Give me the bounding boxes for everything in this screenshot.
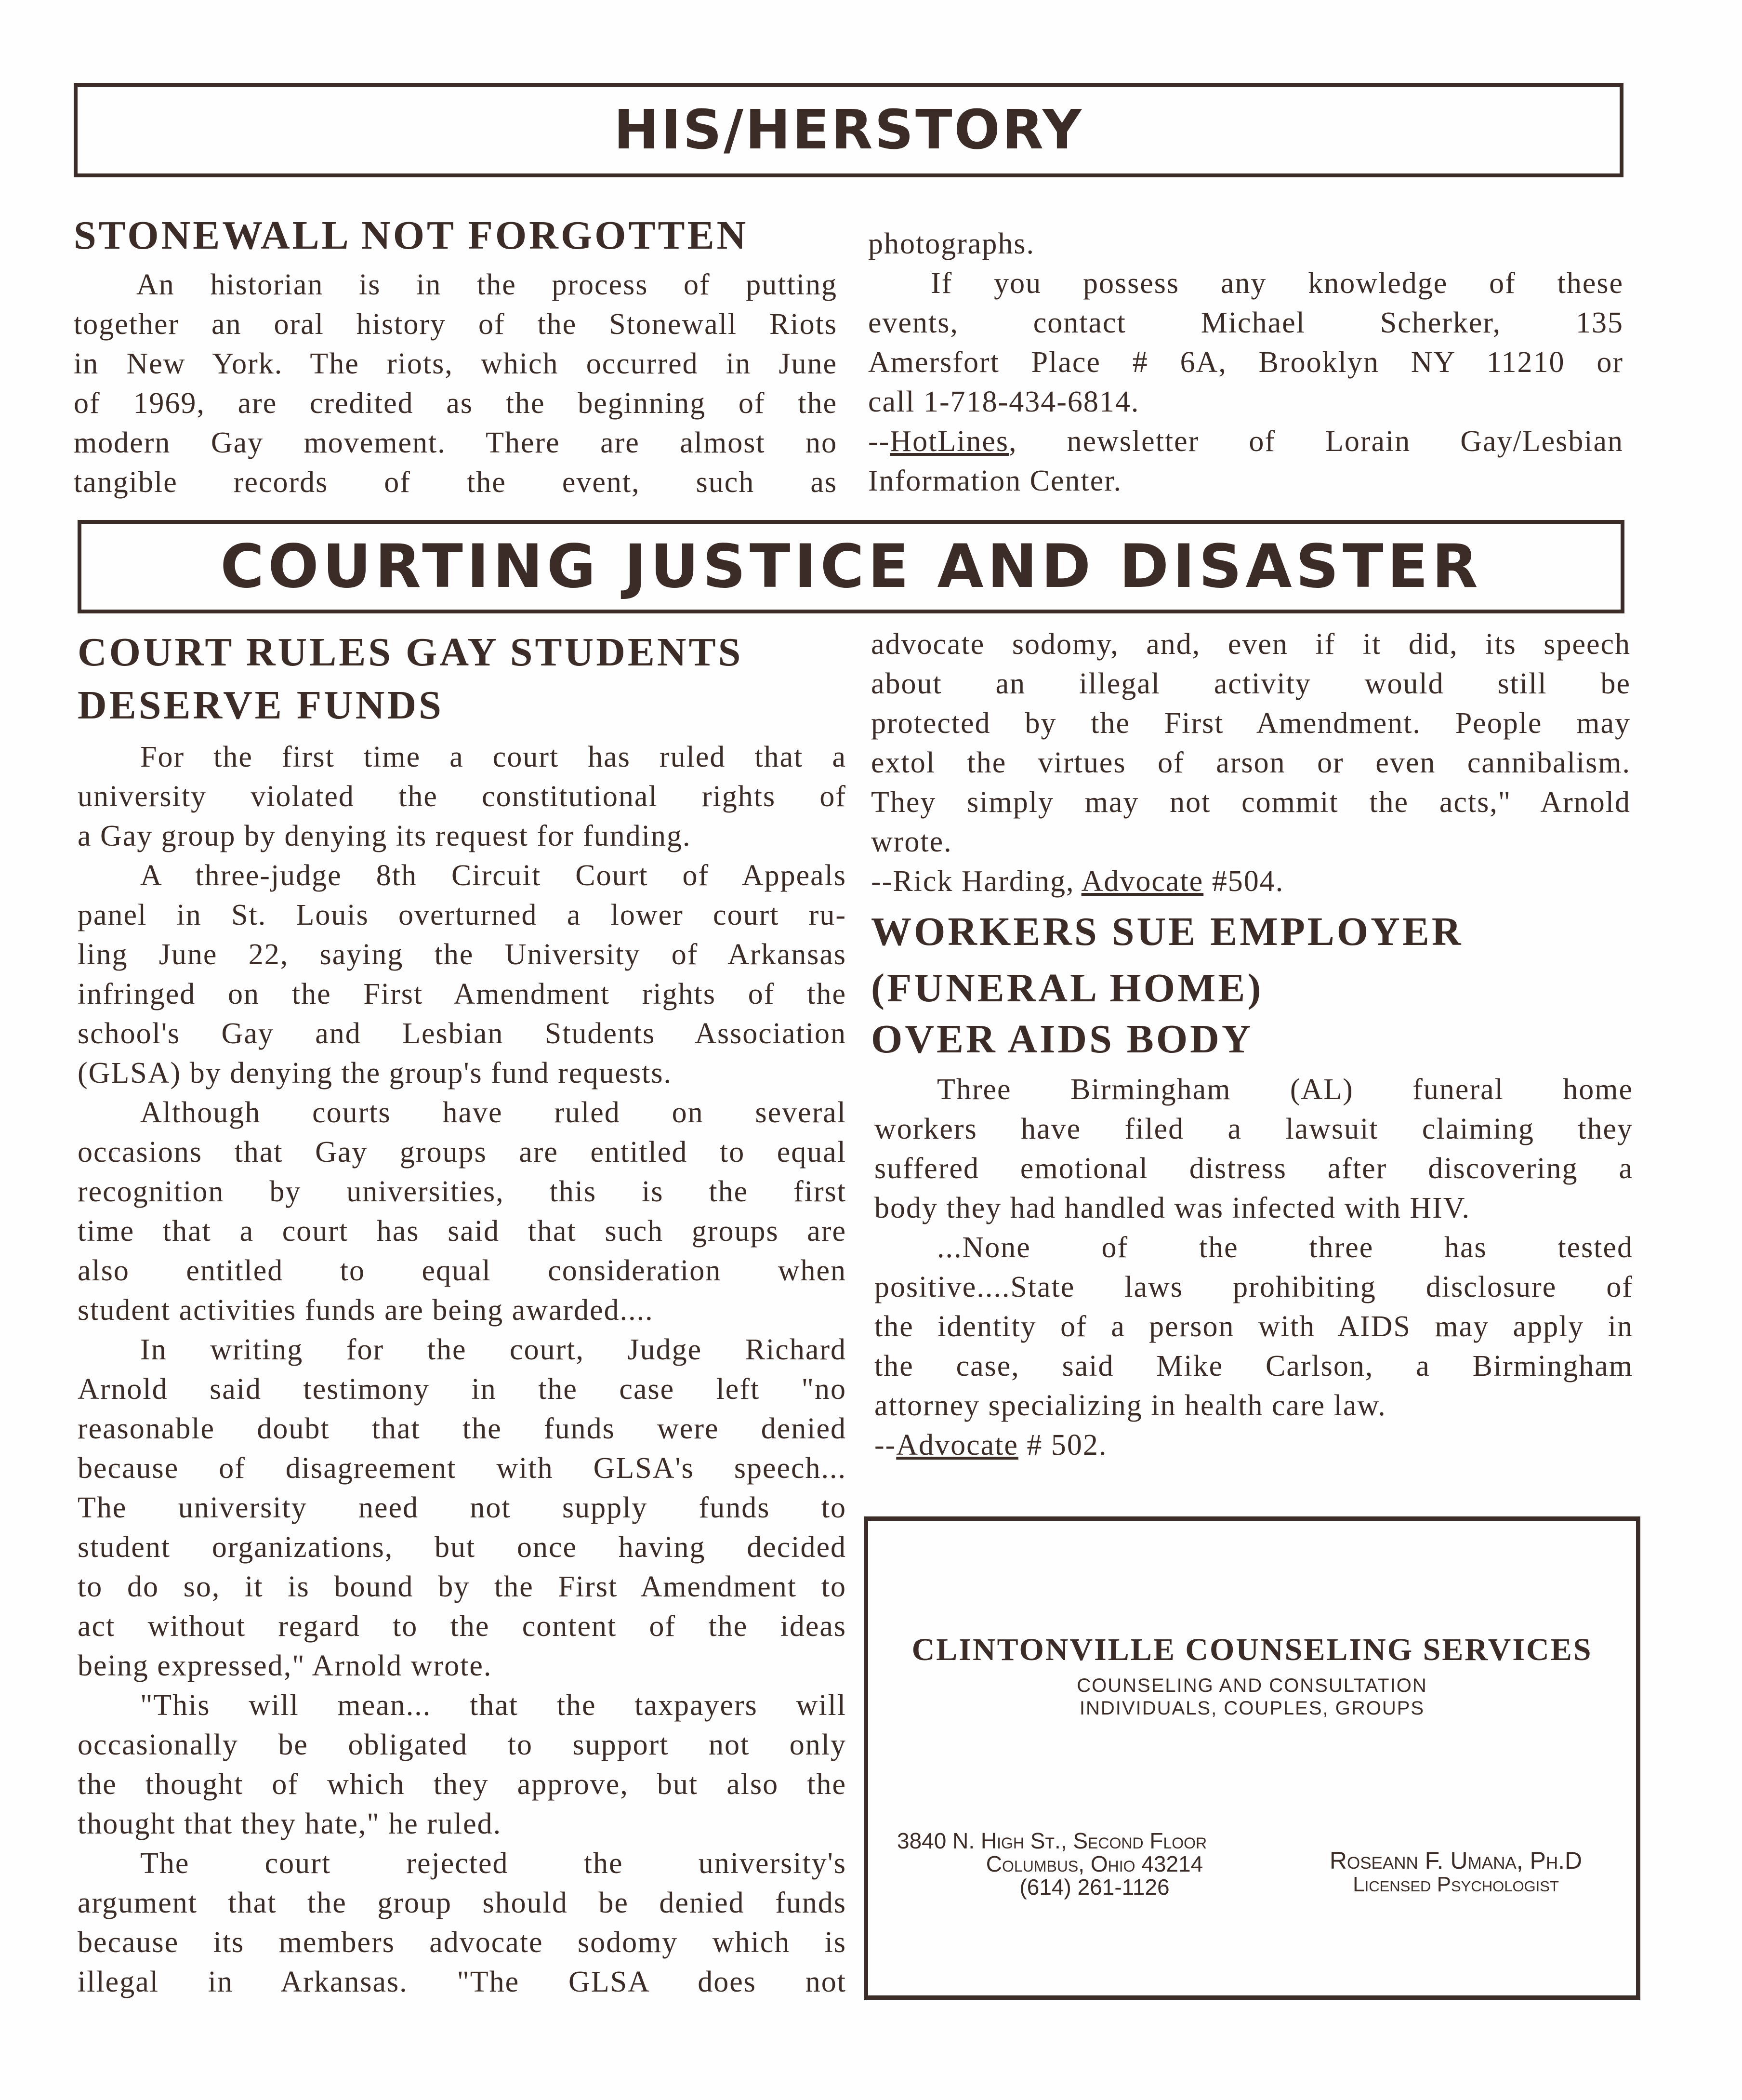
text-line: body they had handled was infected with HIV. [874,1192,1471,1224]
ad-tagline-2: INDIVIDUALS, COUPLES, GROUPS [1079,1698,1425,1719]
text-line: because of disagreement with GLSA's speech... [78,1452,846,1485]
text-line: protected by the First Amendment. People may [871,707,1631,740]
text-line: the identity of a person with AIDS may apply in [874,1310,1633,1343]
text-line: of 1969, are credited as the beginning of the [74,387,837,420]
text-line: A three-judge 8th Circuit Court of Appeals [140,859,846,892]
text-line: Amersfort Place # 6A, Brooklyn NY 11210 or [868,346,1623,379]
ad-person-block [1282,1848,1629,1897]
section-banner-his-herstory [74,83,1623,177]
text-line: advocate sodomy, and, even if it did, its speech [871,628,1631,661]
text-line: time that a court has said that such groups are [78,1215,846,1248]
text-line: university violated the constitutional rights of [78,780,846,813]
text-line: An historian is in the process of putting [136,268,837,301]
headline-court-rules-line1: COURT RULES GAY STUDENTS [78,630,743,675]
headline-workers-sue-line1: WORKERS SUE EMPLOYER [871,909,1464,954]
text-line: call 1-718-434-6814. [868,385,1140,418]
stonewall-right-column [868,224,1623,501]
text-line: argument that the group should be denied funds [78,1887,846,1919]
text-segment: # 502. [1018,1429,1108,1462]
ad-address-line2: Columbus, Ohio 43214 [986,1851,1203,1876]
text-line: illegal in Arkansas. "The GLSA does not [78,1966,846,1998]
court-rules-right-column [871,625,1631,901]
text-segment: #504. [1203,865,1284,898]
text-line: because its members advocate sodomy which is [78,1926,846,1959]
headline-court-rules-line2: DESERVE FUNDS [78,683,444,728]
court-rules-left-column [78,737,846,2002]
text-line: extol the virtues of arson or even cannibalism. [871,746,1631,779]
text-line: The court rejected the university's [140,1847,846,1880]
underlined-source: Advocate [896,1429,1018,1462]
text-line [874,1425,1633,1465]
ad-phone: (614) 261-1126 [1019,1874,1170,1900]
text-line: "This will mean... that the taxpayers will [140,1689,846,1722]
text-line: about an illegal activity would still be [871,667,1631,700]
text-line: school's Gay and Lesbian Students Association [78,1017,846,1050]
text-line: Arnold said testimony in the case left "no [78,1373,846,1406]
ad-person-title: Licensed Psychologist [1353,1873,1559,1896]
section-banner-courting-justice [78,520,1624,613]
workers-sue-column [874,1070,1633,1465]
ad-address-block [897,1829,1292,1899]
text-line: tangible records of the event, such as [74,466,837,499]
text-line: ...None of the three has tested [937,1231,1633,1264]
text-line: modern Gay movement. There are almost no [74,426,837,459]
headline-workers-sue-line3: OVER AIDS BODY [871,1017,1254,1062]
text-line: occasions that Gay groups are entitled to equal [78,1136,846,1169]
text-line: a Gay group by denying its request for funding. [78,820,691,852]
text-line: infringed on the First Amendment rights of the [78,978,846,1010]
text-line: If you possess any knowledge of these [931,267,1623,300]
text-line: the case, said Mike Carlson, a Birmingham [874,1350,1633,1382]
text-line: workers have filed a lawsuit claiming they [874,1113,1633,1145]
ad-person-name: Roseann F. Umana, Ph.D [1329,1847,1583,1874]
text-line: (GLSA) by denying the group's fund requests. [78,1057,672,1090]
text-line: positive....State laws prohibiting disclosure of [874,1271,1633,1303]
text-line: ling June 22, saying the University of Arkansas [78,938,846,971]
text-line: the thought of which they approve, but also the [78,1768,846,1801]
text-line: also entitled to equal consideration when [78,1254,846,1287]
text-line: suffered emotional distress after discovering a [874,1152,1633,1185]
advertisement-box [864,1516,1640,2000]
underlined-source: Advocate [1081,865,1204,898]
text-line: reasonable doubt that the funds were denied [78,1412,846,1445]
text-line: together an oral history of the Stonewall Riots [74,308,837,341]
headline-workers-sue-line2: (FUNERAL HOME) [871,966,1264,1010]
text-line: recognition by universities, this is the first [78,1175,846,1208]
text-line: photographs. [868,227,1035,260]
ad-tagline-1: COUNSELING AND CONSULTATION [1077,1675,1427,1696]
text-line: events, contact Michael Scherker, 135 [868,306,1623,339]
headline-stonewall: STONEWALL NOT FORGOTTEN [74,213,749,258]
text-line: occasionally be obligated to support not only [78,1728,846,1761]
text-segment: , newsletter of Lorain Gay/Lesbian [1009,425,1623,458]
text-segment: -- [868,425,890,458]
text-line: thought that they hate," he ruled. [78,1808,502,1840]
text-line: The university need not supply funds to [78,1491,846,1524]
text-line [868,422,1623,461]
underlined-source: HotLines [890,425,1009,458]
text-segment: --Rick Harding, [871,865,1082,898]
text-line: being expressed," Arnold wrote. [78,1649,492,1682]
banner-title: COURTING JUSTICE AND DISASTER [220,532,1482,601]
banner-title: HIS/HERSTORY [614,99,1083,161]
text-line: panel in St. Louis overturned a lower court ru- [78,899,846,931]
ad-address-line1: 3840 N. High St., Second Floor [897,1828,1207,1853]
text-line [871,862,1631,901]
text-line: to do so, it is bound by the First Amendment to [78,1570,846,1603]
text-line: Three Birmingham (AL) funeral home [937,1073,1633,1106]
text-line: act without regard to the content of the ideas [78,1610,846,1643]
ad-business-name: CLINTONVILLE COUNSELING SERVICES [911,1632,1593,1667]
text-line: In writing for the court, Judge Richard [140,1333,846,1366]
text-line: They simply may not commit the acts," Arnold [871,786,1631,819]
text-line: wrote. [871,825,952,858]
text-segment: -- [874,1429,897,1462]
text-line: attorney specializing in health care law. [874,1389,1386,1422]
text-line: Information Center. [868,465,1122,497]
text-line: student organizations, but once having decided [78,1531,846,1564]
stonewall-left-column [74,265,837,502]
text-line: Although courts have ruled on several [140,1096,846,1129]
text-line: student activities funds are being awarded.... [78,1294,654,1327]
text-line: in New York. The riots, which occurred in June [74,347,837,380]
text-line: For the first time a court has ruled that a [140,741,846,773]
